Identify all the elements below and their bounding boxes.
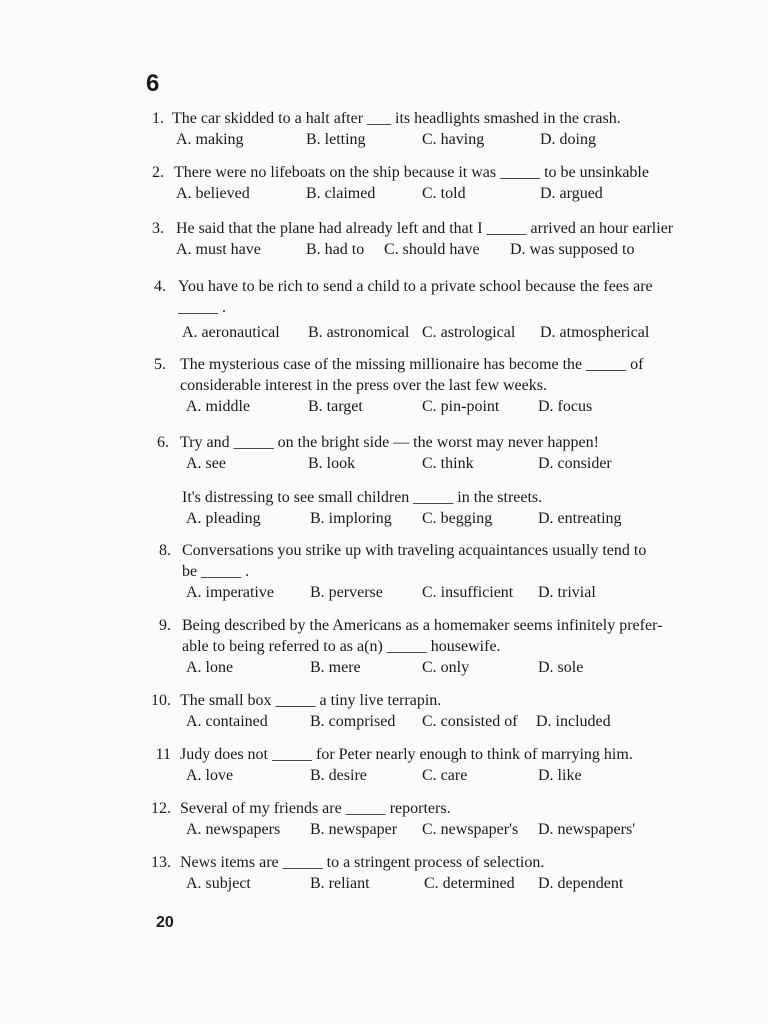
question-number: 6. xyxy=(157,434,169,451)
answer-option: B. letting xyxy=(306,131,366,148)
question-number: 9. xyxy=(159,617,171,634)
answer-option: C. determined xyxy=(424,875,515,892)
answer-option: C. having xyxy=(422,131,485,148)
answer-option: C. astrological xyxy=(422,324,516,341)
answer-option: B. newspaper xyxy=(310,821,398,838)
answer-option: D. dependent xyxy=(538,875,624,892)
answer-option: C. told xyxy=(422,185,466,202)
question-stem-continued: able to being referred to as a(n) _____ housewife. xyxy=(182,638,501,655)
question-number: 8. xyxy=(159,542,171,559)
answer-option: C. newspaper's xyxy=(422,821,519,838)
answer-option: A. aeronautical xyxy=(182,324,280,341)
question-stem: Judy does not _____ for Peter nearly enough to think of marrying him. xyxy=(180,746,633,763)
question-number: 5. xyxy=(154,356,166,373)
answer-option: C. think xyxy=(422,455,474,472)
answer-option: D. included xyxy=(536,713,611,730)
question-stem: It's distressing to see small children _____ in the streets. xyxy=(182,489,543,506)
answer-option: C. insufficient xyxy=(422,584,514,601)
answer-option: D. argued xyxy=(540,185,603,202)
answer-option: A. making xyxy=(176,131,244,148)
answer-option: C. pin-point xyxy=(422,398,500,415)
question-stem-continued: be _____ . xyxy=(182,563,250,580)
answer-option: A. must have xyxy=(176,241,261,258)
answer-option: B. target xyxy=(308,398,363,415)
answer-option: B. had to xyxy=(306,241,365,258)
answer-option: A. pleading xyxy=(186,510,261,527)
answer-option: B. claimed xyxy=(306,185,376,202)
question-stem: He said that the plane had already left and that I _____ arrived an hour earlier xyxy=(176,220,674,237)
question-stem: Several of my friends are _____ reporters. xyxy=(180,800,451,817)
answer-option: A. imperative xyxy=(186,584,274,601)
answer-option: D. doing xyxy=(540,131,596,148)
answer-option: B. reliant xyxy=(310,875,370,892)
question-stem: News items are _____ to a stringent process of selection. xyxy=(180,854,545,871)
answer-option: D. focus xyxy=(538,398,593,415)
answer-option: D. was supposed to xyxy=(510,241,635,258)
question-number: 3. xyxy=(152,220,164,237)
answer-option: D. trivial xyxy=(538,584,596,601)
answer-option: A. love xyxy=(186,767,234,784)
answer-option: A. lone xyxy=(186,659,234,676)
answer-option: C. begging xyxy=(422,510,493,527)
question-number: 10. xyxy=(151,692,171,709)
answer-option: A. newspapers xyxy=(186,821,281,838)
question-stem: The car skidded to a halt after ___ its headlights smashed in the crash. xyxy=(172,110,621,127)
answer-option: D. entreating xyxy=(538,510,622,527)
answer-option: B. desire xyxy=(310,767,367,784)
question-stem: Being described by the Americans as a homemaker seems infinitely prefer- xyxy=(182,617,663,634)
question-stem-continued: considerable interest in the press over the last few weeks. xyxy=(180,377,547,394)
question-stem: Try and _____ on the bright side — the worst may never happen! xyxy=(180,434,599,451)
answer-option: D. consider xyxy=(538,455,612,472)
answer-option: A. see xyxy=(186,455,226,472)
question-number: 11 xyxy=(155,746,171,763)
question-stem: Conversations you strike up with traveling acquaintances usually tend to xyxy=(182,542,647,559)
answer-option: B. look xyxy=(308,455,356,472)
answer-option: B. mere xyxy=(310,659,361,676)
answer-option: B. astronomical xyxy=(308,324,410,341)
question-stem: There were no lifeboats on the ship because it was _____ to be unsinkable xyxy=(174,164,649,181)
answer-option: A. contained xyxy=(186,713,268,730)
question-stem: The small box _____ a tiny live terrapin. xyxy=(180,692,442,709)
answer-option: C. care xyxy=(422,767,468,784)
question-number: 4. xyxy=(154,278,166,295)
question-stem: The mysterious case of the missing millionaire has become the _____ of xyxy=(180,356,644,373)
answer-option: D. atmospherical xyxy=(540,324,650,341)
answer-option: B. perverse xyxy=(310,584,383,601)
question-number: 1. xyxy=(152,110,164,127)
answer-option: A. believed xyxy=(176,185,250,202)
answer-option: D. like xyxy=(538,767,582,784)
question-number: 12. xyxy=(151,800,171,817)
answer-option: A. middle xyxy=(186,398,250,415)
question-number: 2. xyxy=(152,164,164,181)
answer-option: D. sole xyxy=(538,659,584,676)
answer-option: B. comprised xyxy=(310,713,396,730)
question-stem: You have to be rich to send a child to a private school because the fees are xyxy=(178,278,653,295)
section-number: 6 xyxy=(146,70,160,97)
answer-option: D. newspapers' xyxy=(538,821,636,838)
page-number: 20 xyxy=(156,914,174,931)
answer-option: C. only xyxy=(422,659,470,676)
answer-option: C. consisted of xyxy=(422,713,518,730)
answer-option: B. imploring xyxy=(310,510,392,527)
answer-option: A. subject xyxy=(186,875,251,892)
question-stem-continued: _____ . xyxy=(178,299,226,316)
answer-option: C. should have xyxy=(384,241,480,258)
question-number: 13. xyxy=(151,854,171,871)
